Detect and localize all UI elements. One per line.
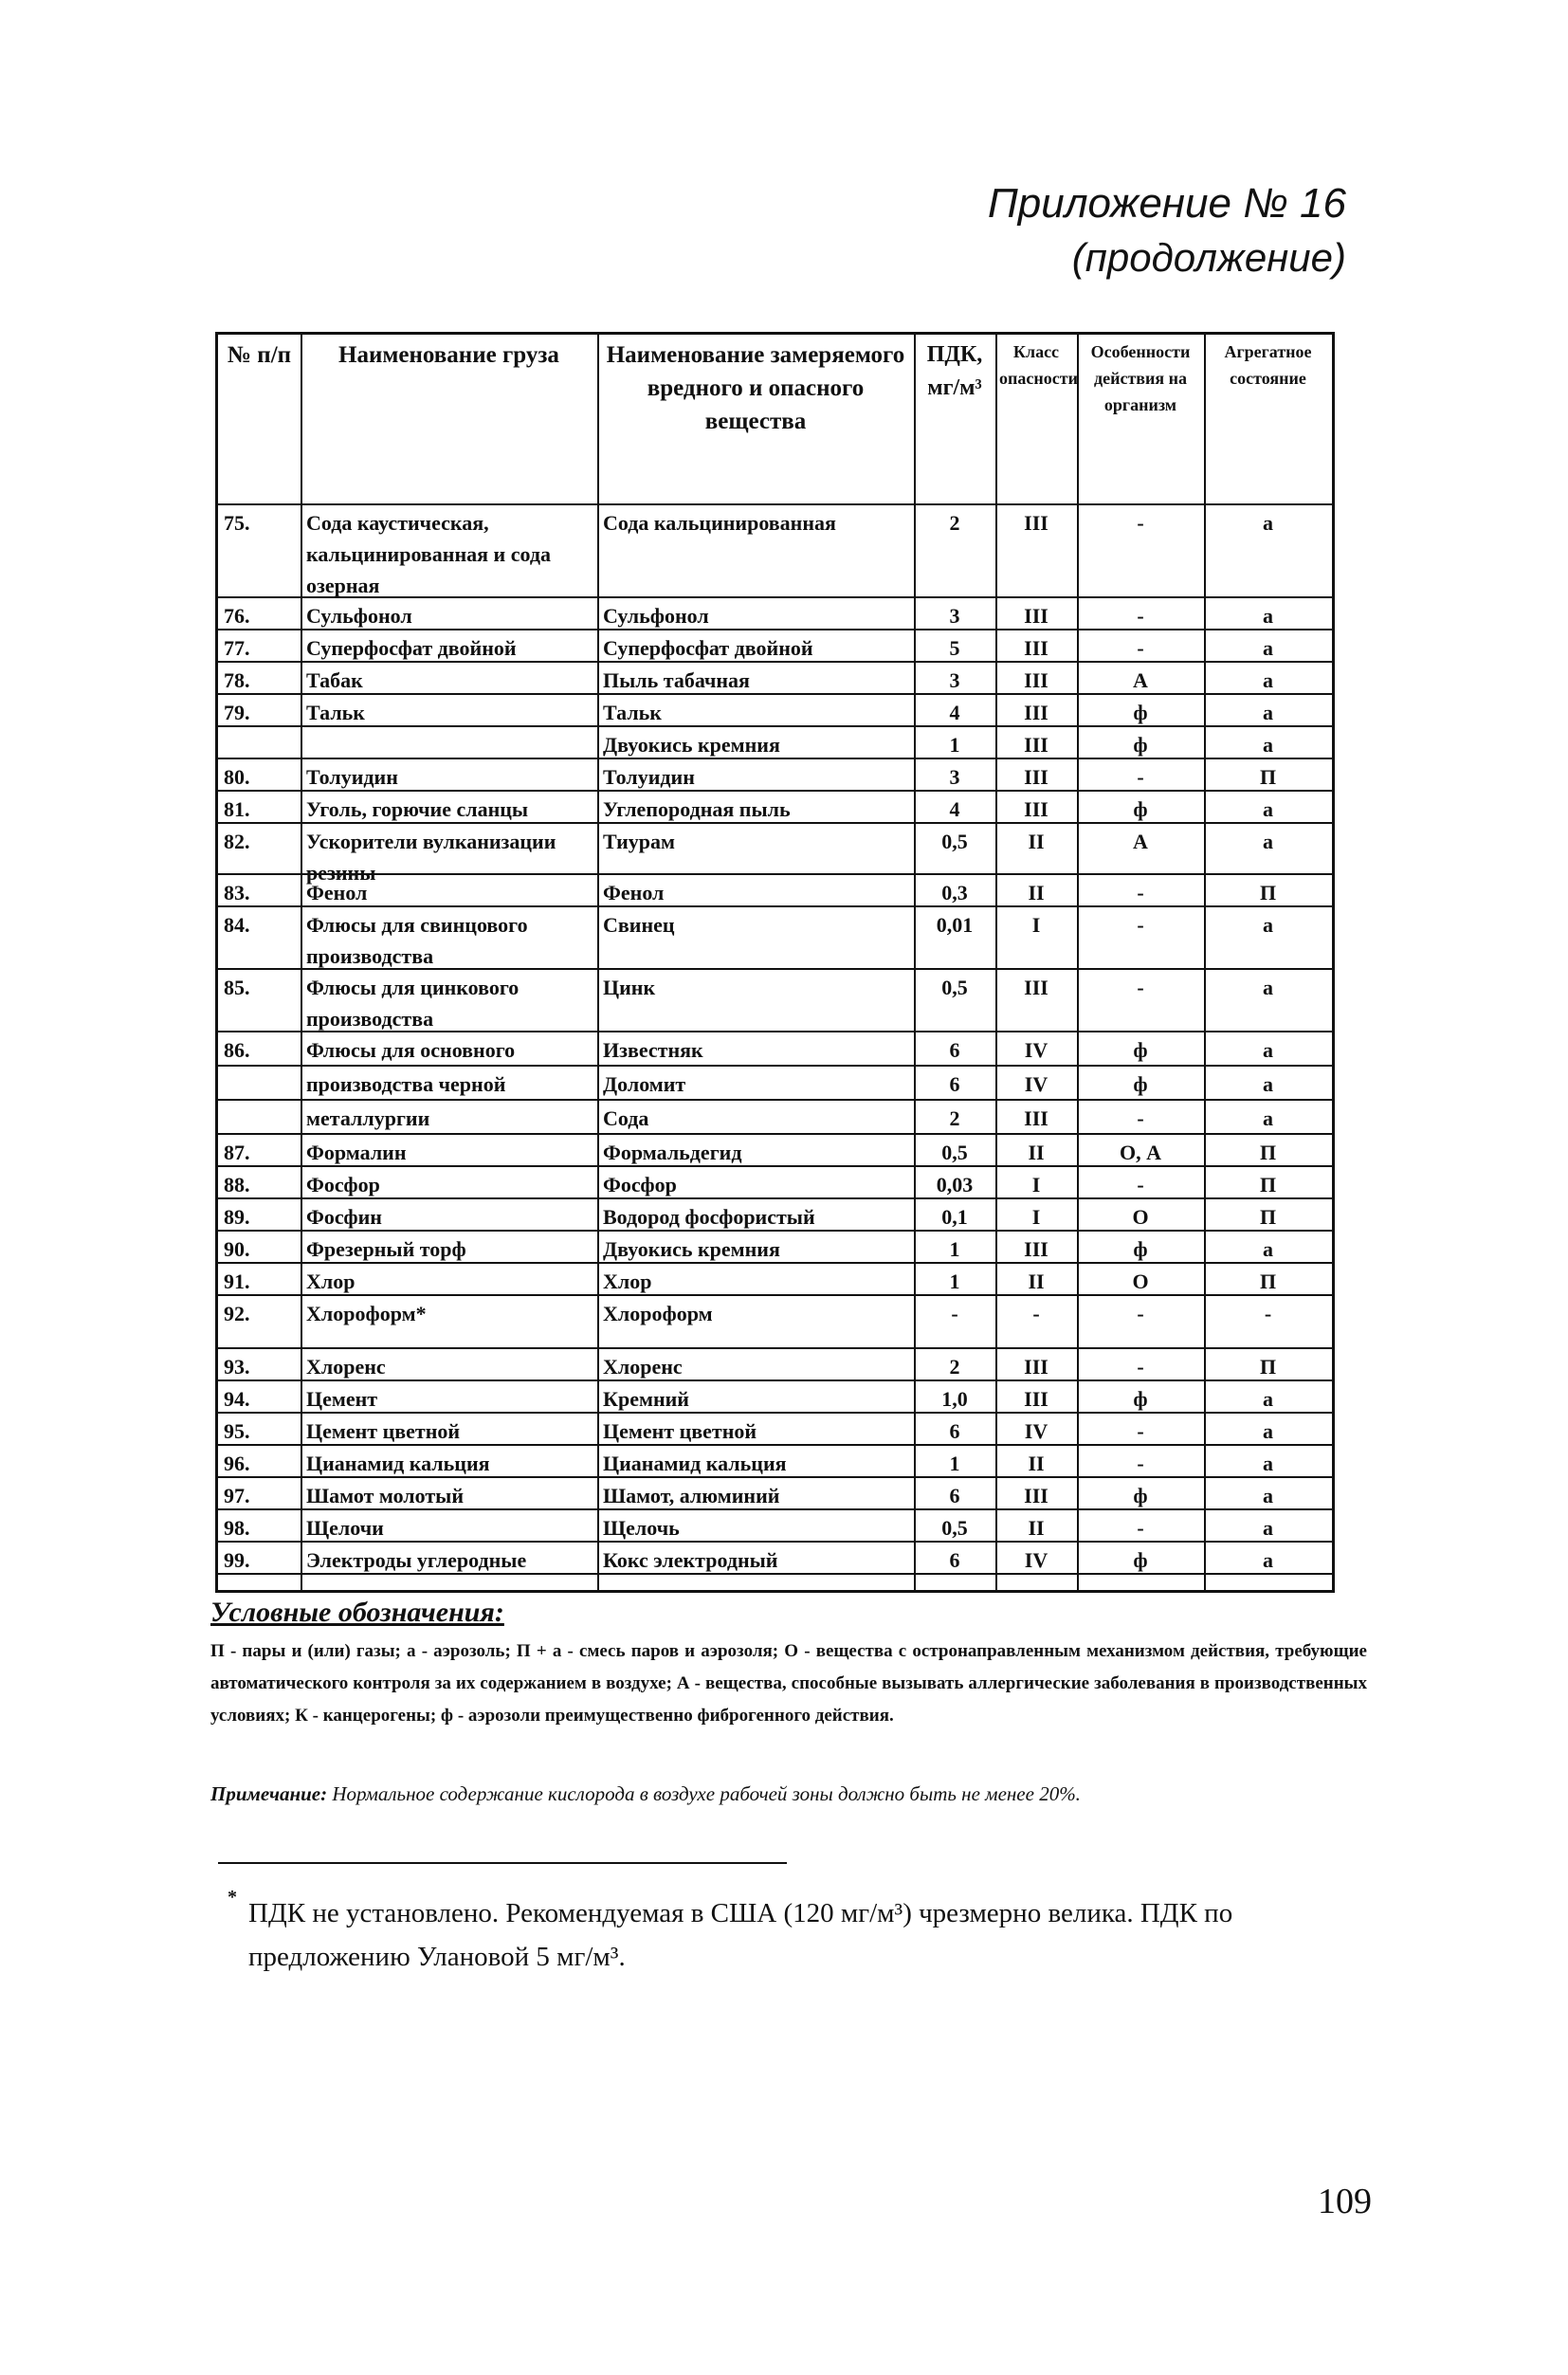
header-num: № п/п <box>227 342 292 368</box>
cell-substance: Сода <box>603 1106 649 1130</box>
cell-state: а <box>1263 1548 1273 1572</box>
cell-cargo: металлургии <box>306 1106 430 1130</box>
cell-class: III <box>1024 511 1048 535</box>
cell-class: III <box>1024 765 1048 789</box>
cell-features: А <box>1133 668 1148 692</box>
table-header-row <box>218 335 1332 505</box>
column-divider <box>1204 335 1206 1590</box>
cell-cargo: Суперфосфат двойной <box>306 636 517 660</box>
cell-state: а <box>1263 604 1273 628</box>
cell-num: 76. <box>224 604 250 628</box>
table-row <box>218 1032 1332 1067</box>
cell-substance: Цинк <box>603 976 656 999</box>
cell-features: - <box>1137 1516 1144 1540</box>
cell-class: IV <box>1024 1419 1048 1443</box>
cell-num: 83. <box>224 881 250 904</box>
cell-state: а <box>1263 1106 1273 1130</box>
cell-num: 81. <box>224 797 250 821</box>
cell-state: а <box>1263 1038 1273 1062</box>
cell-class: II <box>1028 1141 1045 1164</box>
cell-class: III <box>1024 1484 1048 1507</box>
cell-cargo: Хлороформ* <box>306 1302 427 1325</box>
cell-pdk: 2 <box>949 1106 960 1130</box>
data-table <box>215 332 1335 1593</box>
cell-substance: Сульфонол <box>603 604 709 628</box>
cell-state: а <box>1263 1072 1273 1096</box>
cell-substance: Углепородная пыль <box>603 797 791 821</box>
cell-substance: Свинец <box>603 913 675 937</box>
header-cargo: Наименование груза <box>338 342 559 368</box>
cell-class: III <box>1024 636 1048 660</box>
cell-pdk: 3 <box>949 604 960 628</box>
cell-cargo: Фосфор <box>306 1173 380 1197</box>
cell-pdk: 0,1 <box>941 1205 968 1229</box>
cell-substance: Тиурам <box>603 830 676 853</box>
table-row <box>218 727 1332 759</box>
cell-substance: Формальдегид <box>603 1141 742 1164</box>
cell-class: III <box>1024 1237 1048 1261</box>
cell-num: 88. <box>224 1173 250 1197</box>
cell-features: - <box>1137 604 1144 628</box>
cell-pdk: 1 <box>949 1452 960 1475</box>
cell-substance: Пыль табачная <box>603 668 750 692</box>
cell-features: - <box>1137 1419 1144 1443</box>
note <box>210 1782 1367 1806</box>
cell-num: 97. <box>224 1484 250 1507</box>
cell-state: - <box>1264 1302 1272 1325</box>
cell-num: 77. <box>224 636 250 660</box>
cell-substance: Цианамид кальция <box>603 1452 787 1475</box>
cell-class: II <box>1028 1516 1045 1540</box>
cell-state: а <box>1263 797 1273 821</box>
cell-features: ф <box>1133 797 1148 821</box>
cell-cargo: Уголь, горючие сланцы <box>306 797 529 821</box>
cell-features: ф <box>1133 1237 1148 1261</box>
note-label: Примечание: <box>210 1782 328 1805</box>
cell-features: - <box>1137 1106 1144 1130</box>
cell-pdk: 6 <box>949 1072 960 1096</box>
cell-class: III <box>1024 976 1048 999</box>
cell-class: III <box>1024 1355 1048 1379</box>
cell-cargo: Флюсы для основного <box>306 1038 516 1062</box>
cell-num: 95. <box>224 1419 250 1443</box>
cell-cargo: Фрезерный торф <box>306 1237 466 1261</box>
cell-cargo: Хлоренс <box>306 1355 386 1379</box>
header-substance: Наименование замеряемого вредного и опасного вещества <box>606 342 905 434</box>
cell-pdk: 0,5 <box>941 830 968 853</box>
cell-substance: Водород фосфористый <box>603 1205 815 1229</box>
table-row <box>218 907 1332 970</box>
cell-state: П <box>1259 1270 1277 1293</box>
cell-class: I <box>1031 1173 1041 1197</box>
cell-features: О <box>1132 1270 1149 1293</box>
cell-substance: Кремний <box>603 1387 689 1411</box>
cell-num: 79. <box>224 701 250 724</box>
column-divider <box>301 335 302 1590</box>
legend-title: Условные обозначения: <box>210 1597 504 1628</box>
cell-class: III <box>1024 604 1048 628</box>
table-row <box>218 695 1332 727</box>
table-row <box>218 1232 1332 1264</box>
cell-class: III <box>1024 668 1048 692</box>
cell-cargo: Хлор <box>306 1270 356 1293</box>
cell-pdk: 0,01 <box>936 913 974 937</box>
cell-class: IV <box>1024 1548 1048 1572</box>
table-row <box>218 970 1332 1032</box>
cell-cargo: Цемент цветной <box>306 1419 461 1443</box>
cell-class: III <box>1024 1387 1048 1411</box>
cell-class: IV <box>1024 1072 1048 1096</box>
cell-substance: Двуокись кремния <box>603 1237 780 1261</box>
cell-pdk: 0,5 <box>941 976 968 999</box>
cell-pdk: 0,5 <box>941 1516 968 1540</box>
cell-num: 87. <box>224 1141 250 1164</box>
cell-state: а <box>1263 701 1273 724</box>
cell-pdk: 1 <box>949 1237 960 1261</box>
cell-state: П <box>1259 1173 1277 1197</box>
cell-substance: Тальк <box>603 701 662 724</box>
cell-num: 92. <box>224 1302 250 1325</box>
cell-num: 96. <box>224 1452 250 1475</box>
cell-substance: Доломит <box>603 1072 686 1096</box>
cell-features: - <box>1137 636 1144 660</box>
cell-num: 75. <box>224 511 250 535</box>
cell-num: 93. <box>224 1355 250 1379</box>
cell-cargo: Щелочи <box>306 1516 384 1540</box>
cell-features: ф <box>1133 1484 1148 1507</box>
table-row <box>218 824 1332 885</box>
column-divider <box>914 335 916 1590</box>
cell-cargo: Цианамид кальция <box>306 1452 490 1475</box>
table-row <box>218 1381 1332 1414</box>
cell-cargo: Фосфин <box>306 1205 382 1229</box>
cell-state: а <box>1263 1419 1273 1443</box>
cell-num: 98. <box>224 1516 250 1540</box>
cell-num: 86. <box>224 1038 250 1062</box>
cell-cargo: Электроды углеродные <box>306 1548 527 1572</box>
cell-substance: Хлороформ <box>603 1302 713 1325</box>
cell-state: П <box>1259 1205 1277 1229</box>
cell-state: а <box>1263 1516 1273 1540</box>
cell-num: 91. <box>224 1270 250 1293</box>
cell-cargo: производства черной <box>306 1072 506 1096</box>
table-row <box>218 1067 1332 1101</box>
cell-features: А <box>1133 830 1148 853</box>
cell-pdk: 2 <box>949 1355 960 1379</box>
cell-features: ф <box>1133 733 1148 757</box>
table-row <box>218 1101 1332 1135</box>
cell-pdk: 5 <box>949 636 960 660</box>
cell-cargo: Толуидин <box>306 765 398 789</box>
cell-pdk: 1 <box>949 733 960 757</box>
cell-substance: Двуокись кремния <box>603 733 780 757</box>
cell-substance: Известняк <box>603 1038 703 1062</box>
cell-features: ф <box>1133 701 1148 724</box>
table-row <box>218 1135 1332 1167</box>
table-row <box>218 1543 1332 1575</box>
table-row <box>218 505 1332 598</box>
cell-substance: Щелочь <box>603 1516 680 1540</box>
footnote-divider <box>218 1862 787 1864</box>
cell-pdk: - <box>951 1302 958 1325</box>
header-pdk: ПДК, мг/м³ <box>926 342 983 400</box>
cell-class: III <box>1024 1106 1048 1130</box>
footnote-mark: * <box>228 1887 237 1908</box>
cell-features: ф <box>1133 1387 1148 1411</box>
table-row <box>218 1199 1332 1232</box>
cell-state: а <box>1263 733 1273 757</box>
cell-cargo: Флюсы для свинцового производства <box>306 913 528 968</box>
cell-class: II <box>1028 1270 1045 1293</box>
cell-cargo: Фенол <box>306 881 368 904</box>
table-row <box>218 630 1332 663</box>
cell-pdk: 1,0 <box>941 1387 968 1411</box>
cell-num: 84. <box>224 913 250 937</box>
cell-num: 85. <box>224 976 250 999</box>
cell-substance: Толуидин <box>603 765 695 789</box>
cell-pdk: 4 <box>949 701 960 724</box>
cell-class: III <box>1024 733 1048 757</box>
cell-pdk: 6 <box>949 1419 960 1443</box>
cell-substance: Цемент цветной <box>603 1419 757 1443</box>
cell-state: а <box>1263 976 1273 999</box>
table-row <box>218 759 1332 792</box>
cell-pdk: 6 <box>949 1548 960 1572</box>
cell-features: О, А <box>1120 1141 1161 1164</box>
cell-features: - <box>1137 1452 1144 1475</box>
cell-features: - <box>1137 511 1144 535</box>
cell-substance: Суперфосфат двойной <box>603 636 813 660</box>
cell-state: а <box>1263 511 1273 535</box>
cell-pdk: 1 <box>949 1270 960 1293</box>
column-divider <box>995 335 997 1590</box>
page-number: 109 <box>1318 2182 1372 2221</box>
cell-class: - <box>1032 1302 1040 1325</box>
cell-num: 89. <box>224 1205 250 1229</box>
cell-num: 80. <box>224 765 250 789</box>
cell-cargo: Ускорители вулканизации резины <box>306 830 556 885</box>
cell-state: а <box>1263 830 1273 853</box>
cell-substance: Сода кальцинированная <box>603 511 836 535</box>
cell-state: а <box>1263 668 1273 692</box>
cell-cargo: Табак <box>306 668 363 692</box>
cell-state: а <box>1263 913 1273 937</box>
cell-features: - <box>1137 913 1144 937</box>
cell-features: О <box>1132 1205 1149 1229</box>
cell-pdk: 3 <box>949 765 960 789</box>
cell-state: а <box>1263 1484 1273 1507</box>
cell-num: 99. <box>224 1548 250 1572</box>
appendix-subtitle: (продолжение) <box>1071 235 1346 280</box>
table-row <box>218 792 1332 824</box>
cell-cargo: Флюсы для цинкового производства <box>306 976 520 1031</box>
cell-pdk: 4 <box>949 797 960 821</box>
cell-substance: Кокс электродный <box>603 1548 778 1572</box>
cell-features: - <box>1137 765 1144 789</box>
cell-num: 90. <box>224 1237 250 1261</box>
cell-substance: Хлор <box>603 1270 652 1293</box>
cell-features: - <box>1137 976 1144 999</box>
cell-state: П <box>1259 1141 1277 1164</box>
note-text: Нормальное содержание кислорода в воздухе рабочей зоны должно быть не менее 20%. <box>332 1782 1081 1805</box>
cell-state: П <box>1259 881 1277 904</box>
table-row <box>218 663 1332 695</box>
cell-pdk: 0,5 <box>941 1141 968 1164</box>
cell-features: ф <box>1133 1548 1148 1572</box>
cell-num: 82. <box>224 830 250 853</box>
cell-features: ф <box>1133 1038 1148 1062</box>
cell-class: III <box>1024 701 1048 724</box>
header-class: Класс опасности <box>999 342 1078 388</box>
cell-state: а <box>1263 1387 1273 1411</box>
footnote-text: ПДК не установлено. Рекомендуемая в США (120 мг/м³) чрезмерно велика. ПДК по предложению Улановой 5 мг/м³. <box>248 1898 1233 1972</box>
table-row <box>218 1167 1332 1199</box>
column-divider <box>1077 335 1079 1590</box>
cell-state: а <box>1263 636 1273 660</box>
cell-pdk: 3 <box>949 668 960 692</box>
table-row <box>218 1478 1332 1510</box>
header-state: Агрегатное состояние <box>1224 342 1312 388</box>
cell-pdk: 6 <box>949 1484 960 1507</box>
table-row <box>218 1264 1332 1296</box>
cell-features: - <box>1137 1173 1144 1197</box>
table-row <box>218 875 1332 907</box>
cell-pdk: 6 <box>949 1038 960 1062</box>
cell-class: II <box>1028 830 1045 853</box>
cell-pdk: 0,03 <box>936 1173 974 1197</box>
cell-cargo: Сульфонол <box>306 604 412 628</box>
cell-class: I <box>1031 1205 1041 1229</box>
cell-substance: Шамот, алюминий <box>603 1484 780 1507</box>
cell-class: III <box>1024 797 1048 821</box>
cell-pdk: 2 <box>949 511 960 535</box>
cell-num: 78. <box>224 668 250 692</box>
cell-pdk: 0,3 <box>941 881 968 904</box>
cell-num: 94. <box>224 1387 250 1411</box>
table-row <box>218 1296 1332 1349</box>
header-features: Особенности действия на организм <box>1090 342 1191 414</box>
table-row <box>218 1510 1332 1543</box>
cell-cargo: Шамот молотый <box>306 1484 464 1507</box>
table-row <box>218 1446 1332 1478</box>
cell-features: - <box>1137 1355 1144 1379</box>
cell-features: - <box>1137 881 1144 904</box>
cell-class: II <box>1028 1452 1045 1475</box>
cell-state: П <box>1259 765 1277 789</box>
cell-cargo: Тальк <box>306 701 365 724</box>
cell-cargo: Цемент <box>306 1387 378 1411</box>
cell-cargo: Формалин <box>306 1141 407 1164</box>
table-row <box>218 1349 1332 1381</box>
cell-class: IV <box>1024 1038 1048 1062</box>
cell-class: I <box>1031 913 1041 937</box>
cell-state: П <box>1259 1355 1277 1379</box>
cell-features: ф <box>1133 1072 1148 1096</box>
cell-substance: Фосфор <box>603 1173 677 1197</box>
legend-text: П - пары и (или) газы; а - аэрозоль; П + а - смесь паров и аэрозоля; О - вещества с остронаправленным механизмом действия, требующие автоматического контроля за их содержанием в воздухе; А - вещества, способные вызывать аллергические заболевания в производственных условиях; К - канцерогены; ф - аэрозоли преимущественно фиброгенного действия. <box>210 1641 1367 1726</box>
cell-features: - <box>1137 1302 1144 1325</box>
appendix-title: Приложение № 16 <box>987 180 1346 227</box>
table-row <box>218 598 1332 630</box>
column-divider <box>597 335 599 1590</box>
cell-class: II <box>1028 881 1045 904</box>
cell-state: а <box>1263 1237 1273 1261</box>
cell-substance: Фенол <box>603 881 665 904</box>
cell-state: а <box>1263 1452 1273 1475</box>
cell-cargo: Сода каустическая, кальцинированная и сода озерная <box>306 511 551 597</box>
table-row <box>218 1414 1332 1446</box>
cell-substance: Хлоренс <box>603 1355 683 1379</box>
